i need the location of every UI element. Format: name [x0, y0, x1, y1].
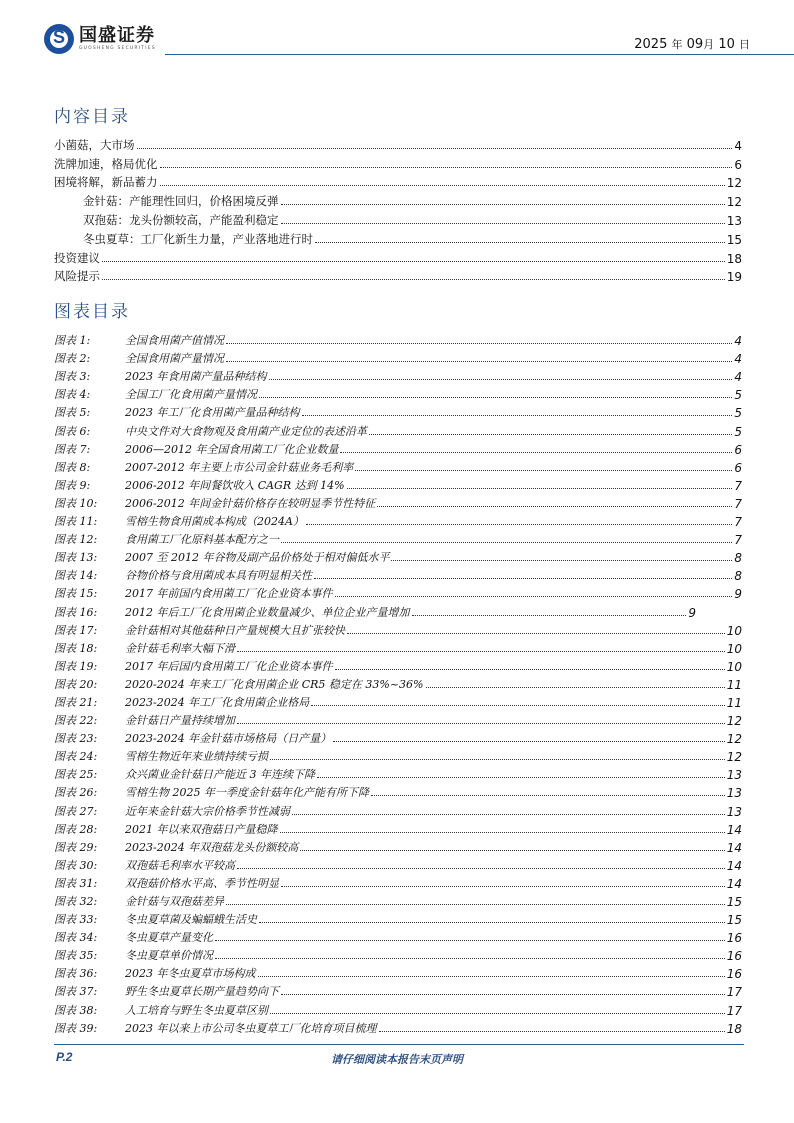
figure-entry[interactable] [54, 547, 742, 565]
dot-leader [347, 633, 725, 634]
figure-number: 图表 1: [54, 334, 91, 348]
header-rule [165, 54, 794, 55]
figure-title: 2006—2012 年全国食用菌工厂化企业数量 [125, 442, 339, 456]
figure-entry[interactable] [54, 837, 742, 855]
figure-number: 图表 12: [54, 533, 98, 547]
disclaimer-note: 请仔细阅读本报告末页声明 [331, 1053, 463, 1066]
footer-rule [54, 1044, 744, 1045]
figure-entry-page[interactable]: 14 [726, 840, 742, 855]
figure-entry-page[interactable]: 10 [726, 659, 742, 674]
figure-number: 图表 39: [54, 1021, 98, 1035]
figure-title: 金针菇与双孢菇差异 [125, 895, 224, 908]
figure-number: 图表 15: [54, 587, 98, 601]
figure-entry-label[interactable] [54, 893, 224, 909]
toc-entry[interactable] [54, 266, 742, 285]
figure-entry-page[interactable]: 4 [734, 370, 742, 385]
figure-number: 图表 32: [54, 895, 98, 908]
figure-entry-label[interactable] [54, 549, 389, 565]
dot-leader [226, 361, 732, 362]
date-month-unit: 月 [703, 38, 715, 51]
figure-entry-label[interactable] [54, 875, 279, 891]
figure-number: 图表 2: [54, 352, 91, 366]
figure-title: 中央文件对大食物观及食用菌产业定位的表述沿革 [125, 424, 367, 438]
toc-entry-label[interactable]: 困境将解，新品蓄力 [54, 175, 158, 190]
figure-number: 图表 25: [54, 768, 98, 782]
figure-number: 图表 35: [54, 949, 98, 963]
logo-mark-icon [44, 24, 74, 54]
toc-entry[interactable] [54, 153, 742, 172]
figure-title: 2021 年以来双孢菇日产量稳降 [125, 822, 278, 836]
figure-entry[interactable] [54, 1018, 742, 1036]
toc-entry[interactable] [54, 247, 742, 266]
figure-number: 图表 3: [54, 370, 91, 384]
figure-entry[interactable] [54, 710, 742, 728]
figure-title: 众兴菌业金针菇日产能近 3 年连续下降 [125, 768, 315, 782]
figure-entry[interactable] [54, 420, 742, 438]
toc-entry-label[interactable]: 风险提示 [54, 269, 100, 284]
figure-title: 2012 年后工厂化食用菌企业数量减少、单位企业产量增加 [125, 605, 410, 619]
dot-leader [237, 651, 725, 652]
dot-leader [369, 434, 732, 435]
dot-leader [237, 723, 725, 724]
figure-title: 2023-2024 年金针菇市场格局（日产量） [125, 732, 332, 746]
figure-entry-page[interactable]: 17 [726, 985, 742, 1000]
figures-list [54, 330, 742, 1036]
figure-entry-label[interactable] [54, 640, 235, 656]
figure-title: 2006-2012 年间金针菇价格存在较明显季节性特征 [125, 496, 376, 510]
figure-entry-page[interactable]: 18 [726, 1021, 742, 1036]
figure-title: 2006-2012 年间餐饮收入 CAGR 达到 14% [125, 478, 345, 492]
dot-leader [259, 397, 732, 398]
figure-entry-label[interactable] [54, 531, 279, 547]
figure-number: 图表 30: [54, 858, 98, 872]
dot-leader [371, 795, 725, 796]
figure-entry-page[interactable]: 11 [726, 677, 742, 692]
figure-entry-label[interactable] [54, 658, 333, 674]
figure-title: 双孢菇毛利率水平较高 [125, 858, 235, 872]
dot-leader [281, 223, 725, 224]
figure-entry[interactable] [54, 384, 742, 402]
figure-entry-label[interactable] [54, 748, 268, 764]
dot-leader [270, 1013, 725, 1014]
figure-entry-page[interactable]: 14 [726, 876, 742, 891]
toc-entry-label[interactable]: 冬虫夏草：工厂化新生力量，产业落地进行时 [83, 231, 313, 246]
figure-title: 近年来金针菇大宗价格季节性减弱 [125, 804, 290, 818]
figure-entry-label[interactable] [54, 441, 338, 457]
figure-entry-page[interactable]: 12 [726, 750, 742, 765]
figure-entry-page[interactable]: 7 [734, 496, 742, 511]
figure-title: 金针菇毛利率大幅下滑 [125, 641, 235, 655]
figure-entry-label[interactable] [54, 622, 345, 638]
figure-entry[interactable] [54, 945, 742, 963]
toc-entry[interactable] [54, 134, 742, 153]
figure-entry-page[interactable]: 16 [726, 949, 742, 964]
figure-entry[interactable] [54, 330, 742, 348]
figure-number: 图表 16: [54, 605, 98, 619]
logo-english-name: GUOSHENG SECURITIES [79, 46, 156, 51]
figure-entry-label[interactable] [54, 929, 213, 945]
figure-entry-page[interactable]: 7 [734, 478, 742, 493]
figure-entry[interactable] [54, 891, 742, 909]
figure-entry[interactable] [54, 999, 742, 1017]
figure-title: 谷物价格与食用菌成本具有明显相关性 [125, 569, 312, 583]
toc-entry-label[interactable]: 投资建议 [54, 250, 100, 265]
figure-entry[interactable] [54, 981, 742, 999]
dot-leader [215, 958, 725, 959]
figure-entry[interactable] [54, 855, 742, 873]
figure-entry-page[interactable]: 6 [734, 442, 742, 457]
figure-title: 食用菌工厂化原料基本配方之一 [125, 533, 279, 547]
date-month: 09 [686, 37, 704, 52]
figure-title: 2023 年工厂化食用菌产量品种结构 [125, 406, 300, 420]
dot-leader [355, 470, 732, 471]
dot-leader [215, 940, 725, 941]
figure-entry[interactable] [54, 493, 742, 511]
figure-title: 金针菇日产量持续增加 [125, 714, 235, 728]
figure-entry-page[interactable]: 15 [726, 913, 742, 928]
figure-entry[interactable] [54, 728, 742, 746]
figure-entry[interactable] [54, 746, 742, 764]
figure-title: 2007 至 2012 年谷物及副产品价格处于相对偏低水平 [125, 551, 390, 565]
dot-leader [300, 850, 725, 851]
toc-entry[interactable] [54, 209, 742, 228]
dot-leader [306, 524, 732, 525]
dot-leader [292, 814, 725, 815]
figure-title: 雪榕生物食用菌成本构成（2024A） [125, 515, 304, 529]
logo-chinese-name: 国盛证券 [79, 25, 155, 46]
figure-entry-page[interactable]: 17 [726, 1003, 742, 1018]
page-number: P.2 [56, 1050, 73, 1064]
toc-entry-page[interactable]: 13 [726, 213, 742, 228]
figure-number: 图表 19: [54, 659, 98, 673]
figure-title: 雪榕生物近年来业绩持续亏损 [125, 750, 268, 764]
figure-entry-label[interactable] [54, 676, 424, 692]
figure-entry[interactable] [54, 800, 742, 818]
figure-title: 人工培育与野生冬虫夏草区别 [125, 1003, 268, 1017]
figure-entry-page[interactable]: 13 [726, 768, 742, 783]
figure-title: 2007-2012 年主要上市公司金针菇业务毛利率 [125, 460, 354, 474]
figure-entry-page[interactable]: 7 [734, 533, 742, 548]
figure-entry-label[interactable] [54, 784, 369, 800]
contents-list [54, 134, 742, 284]
figure-entry-page[interactable]: 11 [726, 695, 742, 710]
figure-title: 2020-2024 年来工厂化食用菌企业 CR5 稳定在 33%~36% [125, 677, 424, 691]
figure-entry[interactable] [54, 439, 742, 457]
figure-title: 2023 年以来上市公司冬虫夏草工厂化培育项目梳理 [125, 1021, 377, 1035]
figure-number: 图表 22: [54, 714, 98, 728]
dot-leader [391, 560, 732, 561]
figure-entry-label[interactable] [54, 983, 279, 999]
dot-leader [281, 994, 725, 995]
figure-entry-label[interactable] [54, 712, 235, 728]
figure-entry-page[interactable]: 12 [726, 714, 742, 729]
date-day-unit: 日 [739, 38, 750, 51]
figure-title: 2023-2024 年工厂化食用菌企业格局 [125, 695, 310, 709]
dot-leader [340, 452, 732, 453]
figure-entry-label[interactable] [54, 965, 256, 981]
figure-entry-page[interactable]: 14 [726, 858, 742, 873]
dot-leader [379, 1031, 725, 1032]
figure-entry-label[interactable] [54, 766, 315, 782]
dot-leader [258, 976, 725, 977]
figure-entry-page[interactable]: 7 [734, 515, 742, 530]
figure-entry-page[interactable]: 6 [734, 460, 742, 475]
dot-leader [335, 669, 725, 670]
dot-leader [280, 832, 725, 833]
figure-entry-page[interactable]: 8 [734, 569, 742, 584]
figure-entry-label[interactable] [54, 368, 267, 384]
figure-entry-page[interactable]: 5 [734, 388, 742, 403]
dot-leader [377, 506, 732, 507]
figure-number: 图表 14: [54, 569, 98, 583]
figure-title: 全国食用菌产量情况 [125, 352, 224, 366]
figure-number: 图表 11: [54, 515, 98, 529]
dot-leader [160, 185, 725, 186]
figure-number: 图表 36: [54, 967, 98, 981]
figure-number: 图表 13: [54, 551, 98, 565]
contents-title: 内容目录 [54, 107, 130, 127]
figure-entry-label[interactable] [54, 1020, 377, 1036]
figure-entry[interactable] [54, 963, 742, 981]
figure-entry[interactable] [54, 638, 742, 656]
company-logo [44, 24, 156, 54]
toc-entry[interactable] [54, 190, 742, 209]
figure-entry-label[interactable] [54, 694, 309, 710]
figure-title: 野生冬虫夏草长期产量趋势向下 [125, 985, 279, 999]
figure-entry[interactable] [54, 348, 742, 366]
dot-leader [281, 886, 725, 887]
figure-entry-page[interactable]: 5 [734, 424, 742, 439]
toc-entry-page[interactable]: 4 [734, 138, 742, 153]
figure-entry-page[interactable]: 4 [734, 352, 742, 367]
figure-entry[interactable] [54, 529, 742, 547]
figures-title: 图表目录 [54, 302, 130, 322]
figure-entry-page[interactable]: 13 [726, 804, 742, 819]
toc-entry[interactable] [54, 172, 742, 191]
dot-leader [160, 167, 733, 168]
dot-leader [347, 488, 733, 489]
figure-entry-label[interactable] [54, 839, 298, 855]
toc-entry-label[interactable]: 双孢菇：龙头份额较高，产能盈利稳定 [83, 212, 279, 227]
figure-entry[interactable] [54, 511, 742, 529]
figure-entry-page[interactable]: 9 [734, 587, 742, 602]
figure-title: 雪榕生物 2025 年一季度金针菇年化产能有所下降 [125, 786, 369, 800]
dot-leader [102, 279, 725, 280]
figure-number: 图表 21: [54, 695, 98, 709]
figure-entry[interactable] [54, 620, 742, 638]
figure-entry-page[interactable]: 16 [726, 967, 742, 982]
dot-leader [137, 148, 733, 149]
figure-entry-label[interactable] [54, 459, 353, 475]
toc-entry-label[interactable]: 洗牌加速，格局优化 [54, 156, 158, 171]
figure-entry-page[interactable]: 10 [726, 641, 742, 656]
figure-title: 双孢菇价格水平高、季节性明显 [125, 876, 279, 890]
figure-entry[interactable] [54, 583, 742, 601]
figure-entry-page[interactable]: 13 [726, 786, 742, 801]
figure-title: 全国工厂化食用菌产量情况 [125, 388, 257, 402]
figure-entry-page[interactable]: 5 [734, 406, 742, 421]
figure-entry[interactable] [54, 764, 742, 782]
figure-number: 图表 24: [54, 750, 98, 764]
figure-entry-page[interactable]: 10 [726, 623, 742, 638]
figure-number: 图表 7: [54, 442, 91, 456]
figure-title: 2023 年冬虫夏草市场构成 [125, 967, 256, 981]
figure-entry-page[interactable]: 15 [726, 895, 742, 909]
figure-entry-label[interactable] [54, 513, 304, 529]
figure-number: 图表 4: [54, 388, 91, 402]
page-header [44, 24, 750, 60]
figure-number: 图表 26: [54, 786, 98, 800]
figure-number: 图表 6: [54, 424, 91, 438]
figure-entry[interactable] [54, 402, 742, 420]
toc-entry-label[interactable]: 小菌菇，大市场 [54, 137, 135, 152]
dot-leader [270, 759, 725, 760]
figure-entry[interactable] [54, 819, 742, 837]
dot-leader [311, 705, 725, 706]
figure-entry[interactable] [54, 656, 742, 674]
figure-entry[interactable] [54, 565, 742, 583]
report-date [634, 36, 750, 52]
figure-entry-page[interactable]: 8 [734, 551, 742, 566]
date-day: 10 [718, 37, 735, 52]
dot-leader [333, 741, 725, 742]
figure-entry[interactable] [54, 692, 742, 710]
date-year: 2025 [634, 37, 668, 52]
dot-leader [259, 922, 725, 923]
dot-leader [314, 578, 732, 579]
figure-number: 图表 8: [54, 460, 91, 474]
figure-title: 冬虫夏草菌及蝙蝠蛾生活史 [125, 913, 257, 927]
figure-title: 冬虫夏草产量变化 [125, 931, 213, 945]
date-year-unit: 年 [671, 38, 683, 51]
figure-entry-page[interactable]: 14 [726, 822, 742, 837]
figure-entry-page[interactable]: 12 [726, 732, 742, 747]
toc-entry-page[interactable]: 12 [726, 195, 742, 210]
figure-number: 图表 5: [54, 406, 91, 420]
dot-leader [269, 379, 733, 380]
figure-entry[interactable] [54, 782, 742, 800]
figure-number: 图表 9: [54, 478, 91, 492]
figure-title: 金针菇相对其他菇种日产量规模大且扩张较快 [125, 623, 345, 637]
figure-entry-label[interactable] [54, 1002, 268, 1018]
figure-number: 图表 20: [54, 677, 98, 691]
figure-number: 图表 33: [54, 913, 98, 927]
figure-entry-label[interactable] [54, 803, 290, 819]
figure-entry-page[interactable]: 9 [688, 605, 696, 620]
figure-entry-label[interactable] [54, 567, 312, 583]
figure-entry[interactable] [54, 873, 742, 891]
figure-number: 图表 34: [54, 931, 98, 945]
dot-leader [335, 596, 733, 597]
figure-entry-label[interactable] [54, 857, 235, 873]
toc-entry-page[interactable]: 18 [726, 251, 742, 266]
figure-entry[interactable] [54, 457, 742, 475]
toc-entry-page[interactable]: 6 [734, 157, 742, 172]
figure-entry-label[interactable] [54, 821, 278, 837]
figure-title: 2023 年食用菌产量品种结构 [125, 370, 267, 384]
figure-title: 全国食用菌产值情况 [125, 334, 224, 348]
figure-number: 图表 18: [54, 641, 98, 655]
figure-entry[interactable] [54, 366, 742, 384]
figure-number: 图表 28: [54, 822, 98, 836]
figure-number: 图表 23: [54, 732, 98, 746]
figure-number: 图表 17: [54, 623, 98, 637]
figure-entry-page[interactable]: 4 [734, 334, 742, 349]
figure-entry-label[interactable] [54, 495, 375, 511]
figure-entry-label[interactable] [54, 604, 410, 620]
dot-leader [302, 415, 733, 416]
figure-number: 图表 38: [54, 1003, 98, 1017]
dot-leader [237, 868, 725, 869]
dot-leader [102, 261, 725, 262]
toc-entry-page[interactable]: 12 [726, 176, 742, 191]
figure-entry-label[interactable] [54, 423, 367, 439]
figure-entry[interactable] [54, 601, 696, 619]
dot-leader [281, 204, 725, 205]
figure-entry-label[interactable] [54, 332, 224, 348]
dot-leader [226, 343, 732, 344]
figure-entry-label[interactable] [54, 730, 331, 746]
figure-title: 2017 年前国内食用菌工厂化企业资本事件 [125, 587, 333, 601]
dot-leader [281, 542, 732, 543]
figure-number: 图表 29: [54, 840, 98, 854]
figure-entry[interactable] [54, 909, 742, 927]
figure-entry-label[interactable] [54, 350, 224, 366]
dot-leader [317, 777, 725, 778]
figure-number: 图表 31: [54, 876, 98, 890]
figure-entry-label[interactable] [54, 947, 213, 963]
toc-entry[interactable] [54, 228, 742, 247]
toc-entry-label[interactable]: 金针菇：产能理性回归，价格困境反弹 [83, 194, 279, 209]
figure-entry-label[interactable] [54, 911, 257, 927]
toc-entry-page[interactable]: 15 [726, 232, 742, 247]
dot-leader [412, 615, 687, 616]
dot-leader [426, 687, 725, 688]
figure-entry[interactable] [54, 674, 742, 692]
figure-number: 图表 37: [54, 985, 98, 999]
figure-entry-page[interactable]: 16 [726, 931, 742, 946]
toc-entry-page[interactable]: 19 [726, 270, 742, 285]
figure-entry[interactable] [54, 475, 742, 493]
figure-title: 2023-2024 年双孢菇龙头份额较高 [125, 840, 299, 854]
figure-entry-label[interactable] [54, 404, 300, 420]
figure-entry-label[interactable] [54, 386, 257, 402]
figure-entry-label[interactable] [54, 585, 333, 601]
figure-number: 图表 10: [54, 496, 98, 510]
figure-title: 冬虫夏草单价情况 [125, 949, 213, 963]
figure-entry-label[interactable] [54, 477, 345, 493]
dot-leader [315, 242, 725, 243]
figure-entry[interactable] [54, 927, 742, 945]
figure-number: 图表 27: [54, 804, 98, 818]
dot-leader [226, 904, 725, 905]
figure-title: 2017 年后国内食用菌工厂化企业资本事件 [125, 659, 333, 673]
